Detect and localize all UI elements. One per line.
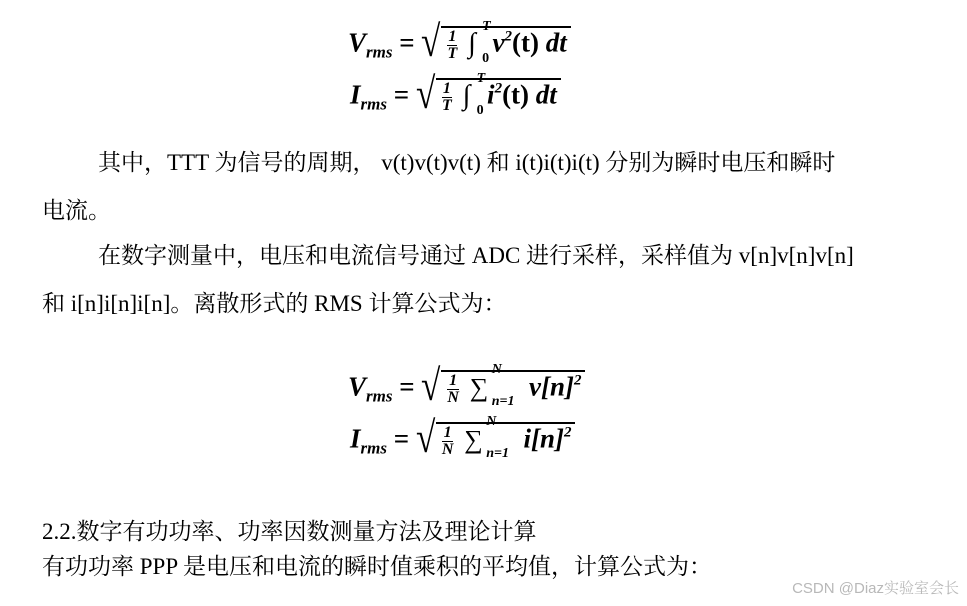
- summation-sign: ∑ N n=1: [469, 361, 515, 409]
- square-root: √ $\frac{1}{N}$ ∑ N n=1 $i[n]^2$: [416, 422, 572, 458]
- fraction: $\frac{1}{N}$: [447, 372, 459, 406]
- fraction: $\frac{1}{T}$: [441, 80, 452, 114]
- rms-subscript: rms: [360, 94, 387, 114]
- fraction: $\frac{1}{T}$: [447, 28, 458, 62]
- section-heading: 2.2.数字有功功率、功率因数测量方法及理论计算: [42, 519, 537, 544]
- formula-i-rms-continuous: $I_{rms}$ = √ $\frac{1}{T}$ ∫ T 0 $i^2(t)$ dt: [350, 78, 557, 114]
- paragraph-line: 其中，TTT 为信号的周期， v(t)v(t)v(t) 和 i(t)i(t)i(t) 分别为瞬时电压和瞬时: [98, 150, 836, 175]
- rms-subscript: rms: [366, 42, 393, 62]
- formula-i-rms-discrete: $I_{rms}$ = √ $\frac{1}{N}$ ∑ N n=1 $i[n]^2$: [350, 422, 571, 458]
- v-symbol: V: [348, 371, 367, 402]
- square-root: √ $\frac{1}{T}$ ∫ T 0 $i^2(t)$ dt: [416, 78, 557, 114]
- paragraph-adc-sampling: [42, 232, 854, 328]
- v-symbol: V: [348, 27, 367, 58]
- square-root: √ $\frac{1}{N}$ ∑ N n=1 $v[n]^2$: [421, 370, 581, 406]
- active-power-line: 有功功率 PPP 是电压和电流的瞬时值乘积的平均值，计算公式为：: [42, 554, 713, 579]
- paragraph-line: 和 i[n]i[n]i[n]。离散形式的 RMS 计算公式为：: [42, 291, 507, 316]
- summation-sign: ∑ N n=1: [464, 413, 509, 461]
- integral-sign: ∫ T 0: [468, 18, 491, 66]
- fraction: $\frac{1}{N}$: [441, 424, 454, 458]
- rms-subscript: rms: [366, 386, 393, 406]
- i-symbol: I: [350, 79, 361, 110]
- i-symbol: I: [350, 423, 361, 454]
- paragraph-line: 在数字测量中，电压和电流信号通过 ADC 进行采样，采样值为 v[n]v[n]v[n]: [98, 243, 854, 268]
- paragraph-period-definition: [42, 139, 835, 235]
- paragraph-line: 电流。: [42, 198, 111, 223]
- formula-v-rms-continuous: $V_{rms}$ = √ $\frac{1}{T}$ ∫ T 0 $v^2(t)$ dt: [348, 26, 567, 62]
- csdn-watermark: CSDN @Diaz实验室会长: [792, 580, 959, 597]
- formula-v-rms-discrete: $V_{rms}$ = √ $\frac{1}{N}$ ∑ N n=1 $v[n]^2$: [348, 370, 581, 406]
- square-root: √ $\frac{1}{T}$ ∫ T 0 $v^2(t)$ dt: [421, 26, 566, 62]
- integral-sign: ∫ T 0: [462, 70, 486, 118]
- rms-subscript: rms: [360, 438, 387, 458]
